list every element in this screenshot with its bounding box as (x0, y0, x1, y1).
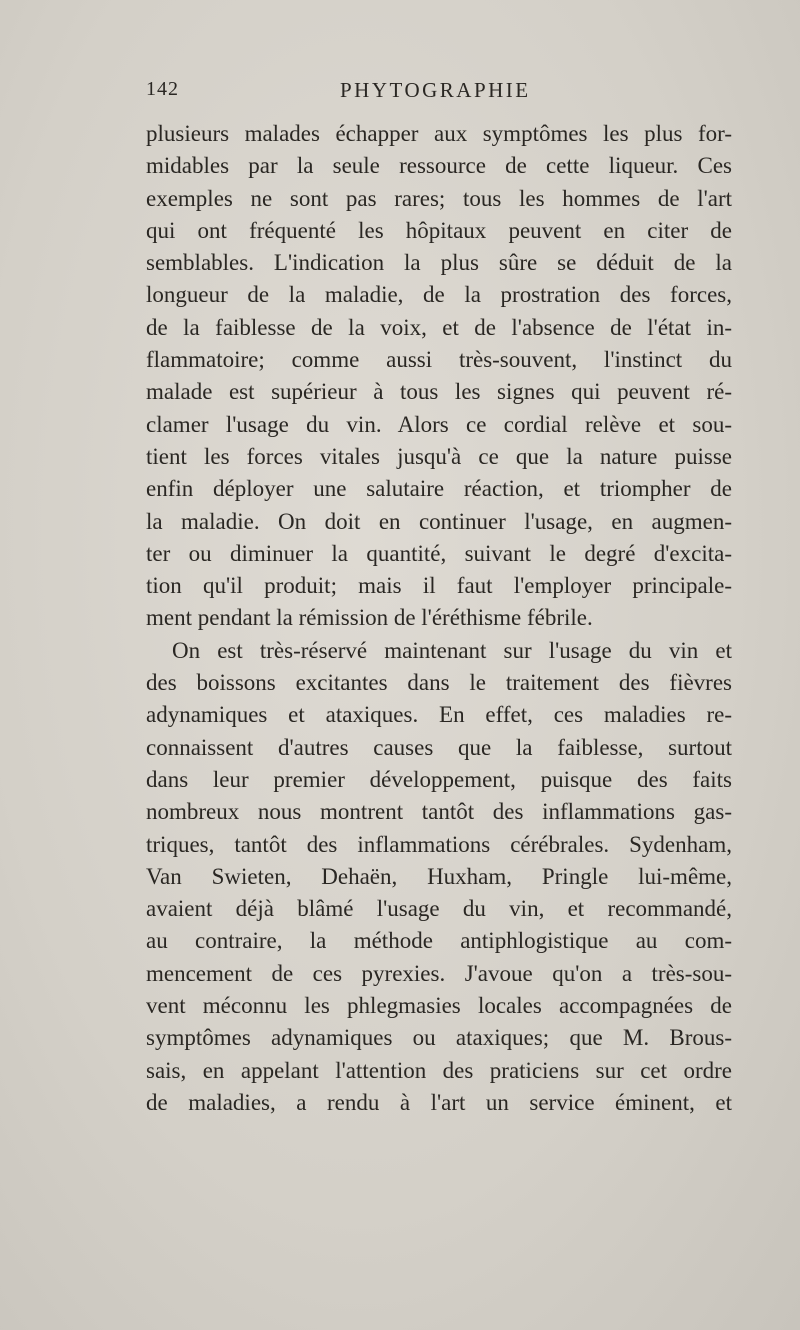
paragraph-1 (146, 118, 732, 635)
text-line: connaissent d'autres causes que la faiblesse, surtout (146, 734, 732, 760)
running-head (146, 78, 732, 112)
text-line: au contraire, la méthode antiphlogistique au com- (146, 928, 732, 954)
text-line: nombreux nous montrent tantôt des inflammations gas- (146, 799, 732, 825)
text-line: mencement de ces pyrexies. J'avoue qu'on a très-sou- (146, 960, 732, 986)
text-line: sais, en appelant l'attention des praticiens sur cet ordre (146, 1057, 732, 1083)
page-number: 142 (146, 78, 179, 100)
text-line: plusieurs malades échapper aux symptômes les plus for- (146, 121, 732, 146)
text-line: de la faiblesse de la voix, et de l'absence de l'état in- (146, 314, 732, 340)
text-line: vent méconnu les phlegmasies locales accompagnées de (146, 993, 732, 1019)
text-line: triques, tantôt des inflammations cérébrales. Sydenham, (146, 831, 732, 857)
text-line: flammatoire; comme aussi très-souvent, l'instinct du (146, 347, 732, 373)
text-line: ter ou diminuer la quantité, suivant le degré d'excita- (146, 540, 732, 566)
text-line: enfin déployer une salutaire réaction, et triompher de (146, 476, 732, 502)
text-line: clamer l'usage du vin. Alors ce cordial relève et sou- (146, 411, 732, 437)
text-line: avaient déjà blâmé l'usage du vin, et recommandé, (146, 896, 732, 922)
text-line: malade est supérieur à tous les signes qui peuvent ré- (146, 379, 732, 405)
body-text (146, 118, 732, 1119)
text-line: la maladie. On doit en continuer l'usage, en augmen- (146, 508, 732, 534)
text-line: de maladies, a rendu à l'art un service éminent, et (146, 1089, 732, 1115)
text-line: des boissons excitantes dans le traitement des fièvres (146, 670, 732, 696)
text-line: exemples ne sont pas rares; tous les hommes de l'art (146, 185, 732, 211)
paragraph-2 (146, 635, 732, 1119)
text-line: longueur de la maladie, de la prostration des forces, (146, 282, 732, 308)
text-line: On est très-réservé maintenant sur l'usage du vin et (172, 637, 732, 663)
text-line: dans leur premier développement, puisque des faits (146, 766, 732, 792)
text-line: semblables. L'indication la plus sûre se déduit de la (146, 250, 732, 276)
text-line: symptômes adynamiques ou ataxiques; que M. Brous- (146, 1025, 732, 1051)
text-line: Van Swieten, Dehaën, Huxham, Pringle lui-même, (146, 863, 732, 889)
text-line: tient les forces vitales jusqu'à ce que la nature puisse (146, 443, 732, 469)
text-line: adynamiques et ataxiques. En effet, ces maladies re- (146, 702, 732, 728)
running-title: PHYTOGRAPHIE (340, 78, 531, 102)
text-line: midables par la seule ressource de cette liqueur. Ces (146, 153, 732, 179)
text-line: ment pendant la rémission de l'éréthisme fébrile. (146, 605, 593, 631)
text-line: tion qu'il produit; mais il faut l'employer principale- (146, 573, 732, 599)
text-line: qui ont fréquenté les hôpitaux peuvent en citer de (146, 217, 732, 243)
